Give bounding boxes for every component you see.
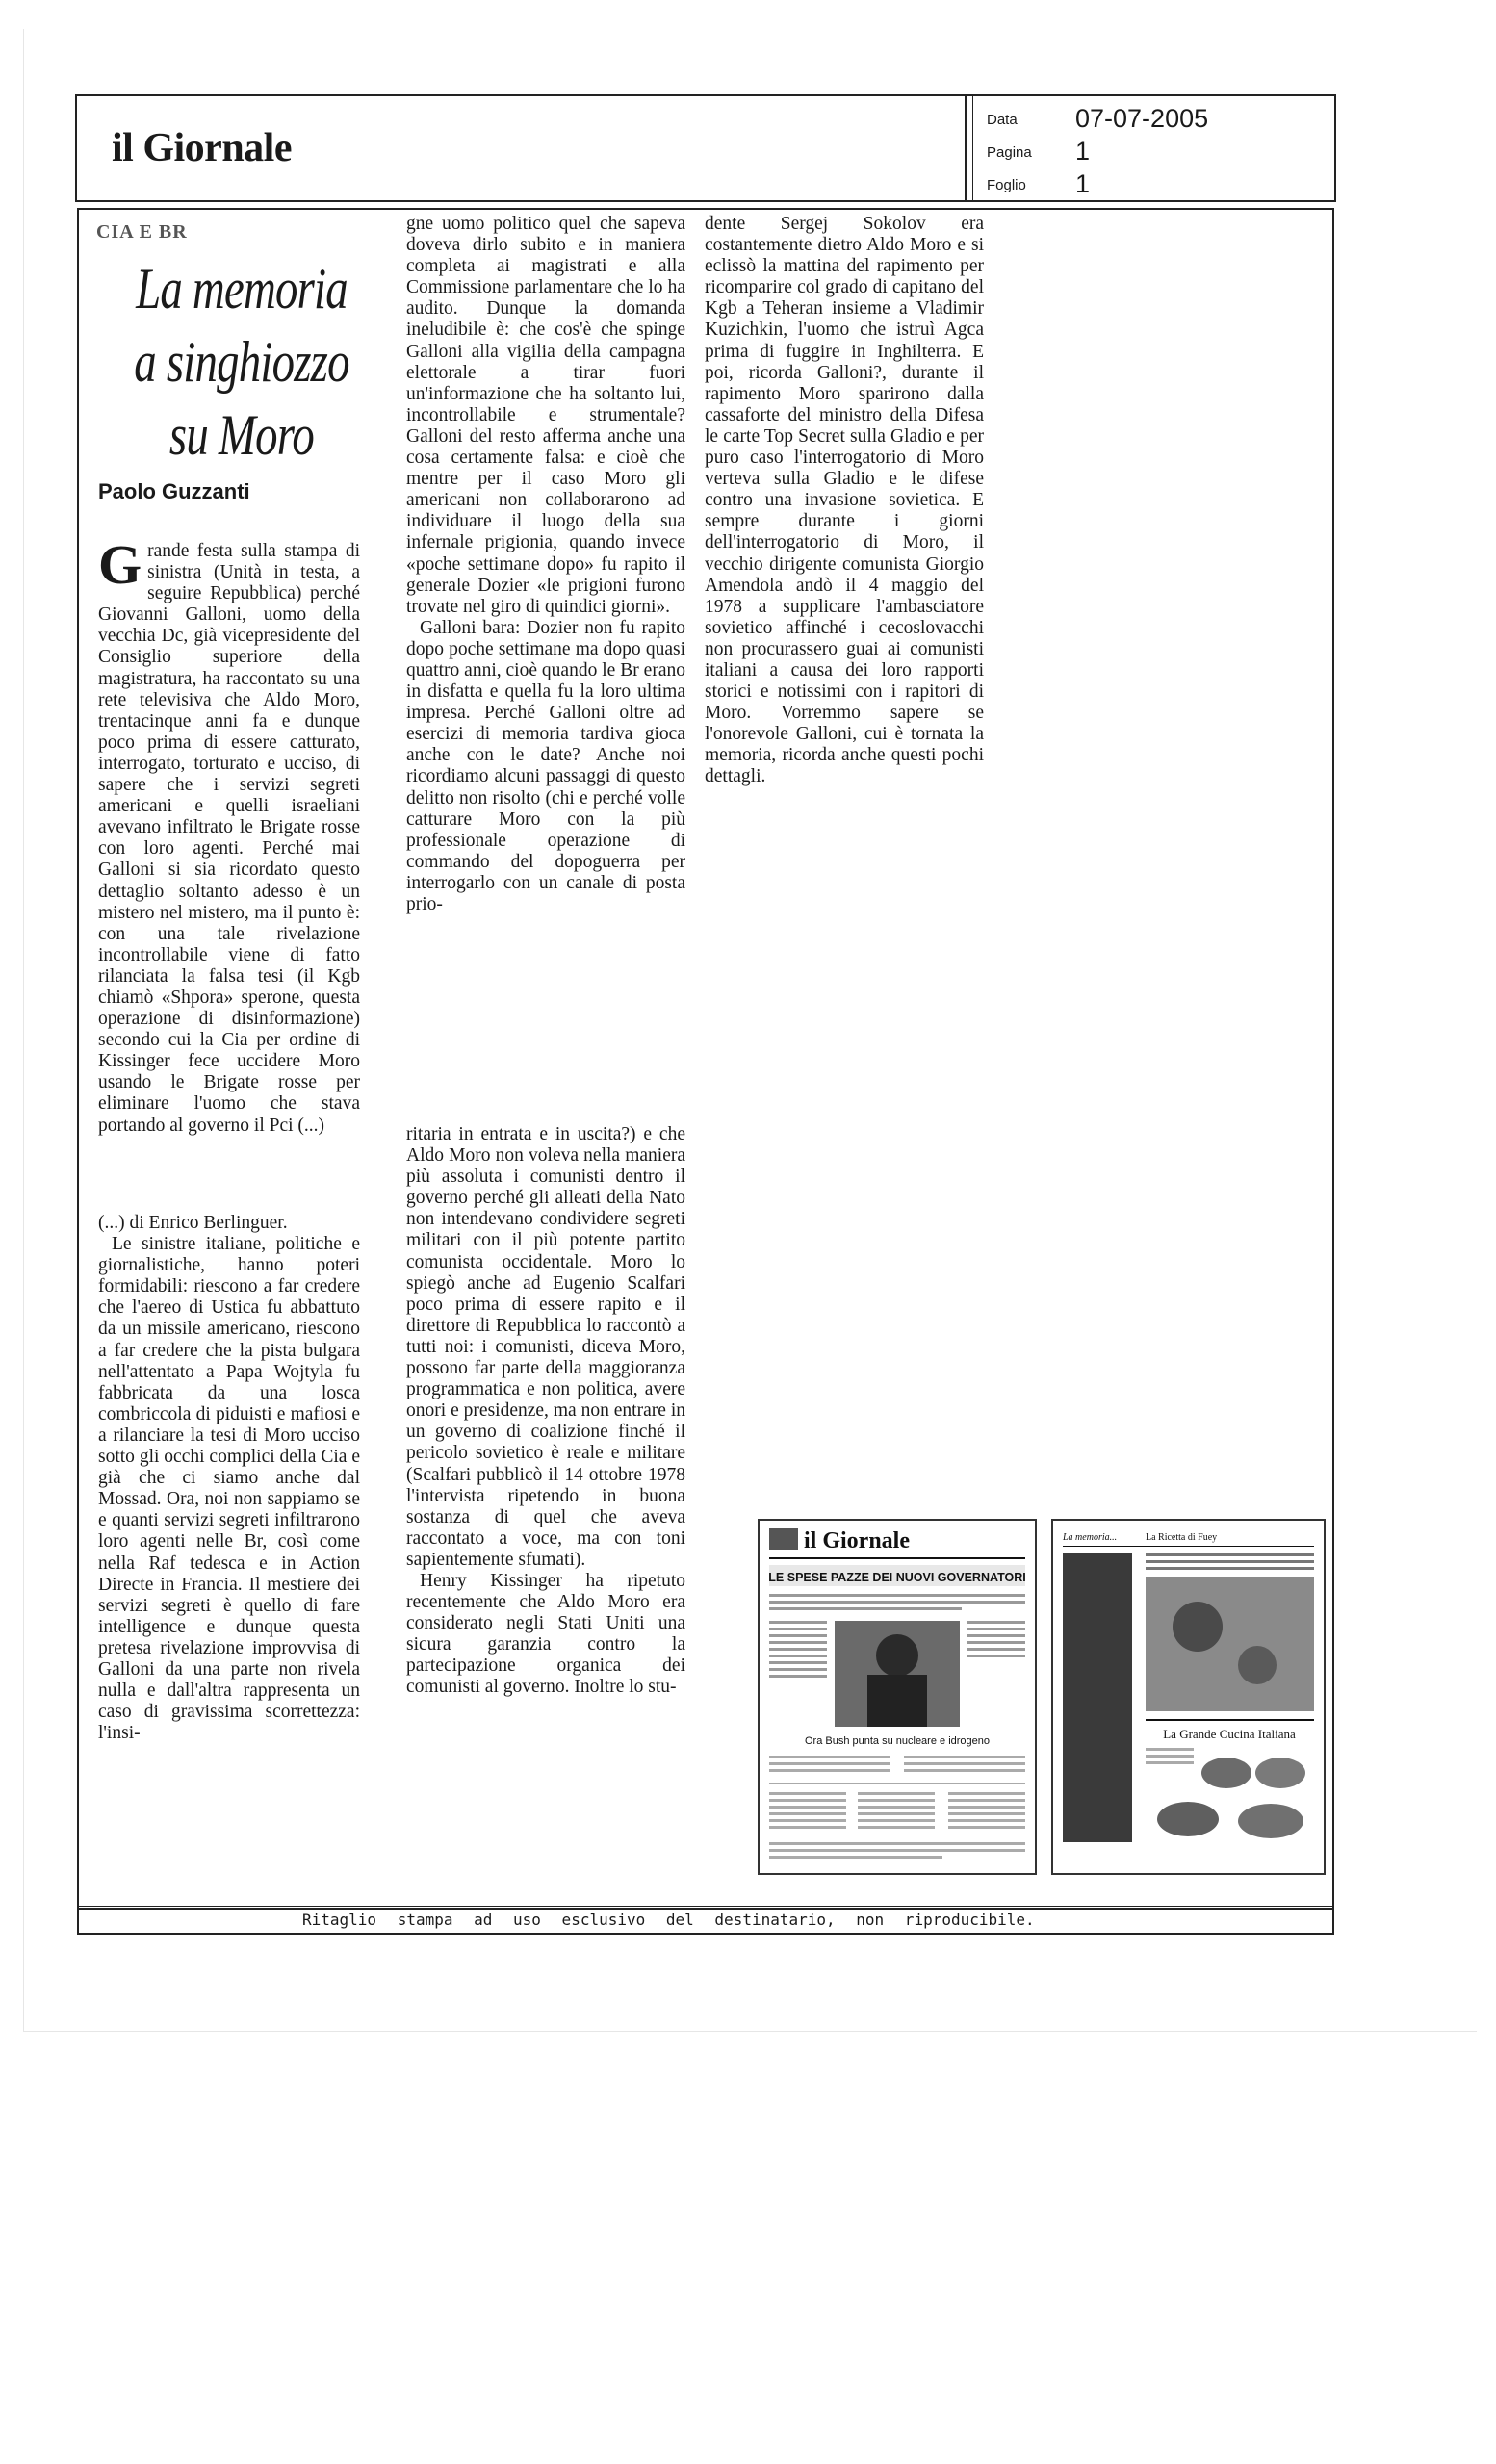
article-column-1-top <box>98 533 360 1137</box>
article-column-1-bottom <box>98 1213 360 1744</box>
scan-edge-bottom <box>23 2031 1477 2032</box>
front-page-thumbnail <box>758 1519 1037 1875</box>
header-divider <box>965 96 967 200</box>
article-paragraph: (...) di Enrico Berlinguer. <box>98 1213 288 1233</box>
thumb-subhead: Ora Bush punta su nucleare e idrogeno <box>804 1735 991 1747</box>
meta-value: 07-07-2005 <box>1075 104 1209 133</box>
article-clipping <box>77 208 1334 1910</box>
article-column-3 <box>705 214 984 788</box>
thumb-feature: La Grande Cucina Italiana <box>1163 1727 1296 1741</box>
article-paragraph: dente Sergej Sokolov era costantemente dietro Aldo Moro e si eclissò la mattina del rapimento per ricomparire col grado di capitano del Kgb a Teheran insieme a Vladimir Kuzichkin, l'uomo che istruì Agca prima di fuggire in Inghilterra. E poi, ricorda Galloni?, durante il rapimento Moro sparirono dalla cassaforte del ministro della Difesa le carte Top Secret sulla Gladio e per puro caso l'interrogatorio di Moro verteva sulla Gladio e le difese contro una invasione sovietica. E sempre durante i giorni dell'interrogatorio di Moro, il vecchio dirigente comunista Giorgio Amendola andò il 4 maggio del 1978 a supplicare l'ambasciatore sovietico affinché i cecoslovacchi non procurassero guai ai comunisti italiani a causa dei loro rapporti storici e notissimi con i rapitori di Moro. Vorremmo sapere se l'onorevole Galloni, cui è tornata la memoria, ricorda anche questi pochi dettagli. <box>705 214 984 787</box>
front-page-preview <box>760 1521 1035 1873</box>
meta-label: Foglio <box>987 177 1026 193</box>
article-byline: Paolo Guzzanti <box>98 479 250 503</box>
paragraph-text: rande festa sulla stampa di sinistra (Unità in testa, a seguire Repubblica) perché Giovanni Galloni, uomo della vecchia Dc, già vicepresidente del Consiglio superiore della magistratura, ha raccontato su una rete televisiva che Aldo Moro, trentacinque anni fa e dunque poco prima di essere catturato, interrogato, torturato e ucciso, di sapere che i servizi segreti americani e quelli israeliani avevano infiltrato le Brigate rosse con loro agenti. Perché mai Galloni si sia ricordato questo dettaglio soltanto adesso è un mistero nel mistero, ma il punto è: con una tale rivelazione incontrollabile viene di fatto rilanciata la falsa tesi (il Kgb chiamò «Shpora» sperone, questa operazione di disinformazione) secondo cui la Cia per ordine di Kissinger fece uccidere Moro usando le Brigate rosse per eliminare l'uomo che stava portando al governo il Pci (...) <box>98 541 360 1136</box>
thumb-right-head: La Ricetta di Fuey <box>1146 1532 1218 1543</box>
drop-cap: G <box>98 533 142 596</box>
inside-page-thumbnail <box>1051 1519 1326 1875</box>
clipping-footer <box>77 1906 1334 1935</box>
clipping-header <box>75 94 1336 202</box>
article-column-2-top <box>406 214 685 915</box>
meta-row-foglio <box>987 167 1333 200</box>
thumb-left-head: La memoria... <box>1063 1532 1118 1543</box>
header-divider-inner <box>972 96 973 200</box>
article-paragraph: Galloni bara: Dozier non fu rapito dopo poche settimane ma dopo quasi quattro anni, cioè quando le Br erano in disfatta e quella fu la loro ultima impresa. Perché Galloni oltre ad esercizi di memoria tardiva gioca anche con le date? Anche noi ricordiamo alcuni passaggi di questo delitto non risolto (chi e perché volle catturare Moro con la più professionale operazione di commando del dopoguerra per interrogarlo con un canale di posta prio- <box>406 617 685 914</box>
reproduction-notice: Ritaglio stampa ad uso esclusivo del destinatario, non riproducibile. <box>302 1911 1035 1929</box>
thumb-banner: LE SPESE PAZZE DEI NUOVI GOVERNATORI <box>768 1571 1026 1584</box>
article-paragraph: Le sinistre italiane, politiche e giornalistiche, hanno poteri formidabili: riescono a far credere che l'aereo di Ustica fu abbattuto da un missile americano, riescono a far credere che la pista bulgara nell'attentato a Papa Wojtyla fu fabbricata da una losca combriccola di piduisti e mafiosi e a rilanciare la tesi di Moro ucciso sotto gli occhi complici della Cia e già che ci siamo anche dal Mossad. Ora, noi non sappiamo se e quanti servizi segreti infiltrarono loro agenti nelle Br, così come nella Raf tedesca e in Action Directe in Francia. Il mestiere dei servizi segreti è quello di fare intelligence e dunque questa pretesa rivelazione improvvisa di Galloni da una parte non rivela nulla e dall'altra rappresenta un caso di gravissima scorrettezza: l'insi- <box>98 1234 360 1744</box>
inside-page-preview <box>1053 1521 1324 1873</box>
meta-value: 1 <box>1075 137 1091 166</box>
meta-row-pagina <box>987 135 1333 167</box>
meta-value: 1 <box>1075 169 1091 198</box>
article-paragraph: gne uomo politico quel che sapeva doveva dirlo subito e in maniera completa ai magistrati e alla Commissione parlamentare che lo ha audito. Dunque la domanda ineludibile è: che cos'è che spinge Galloni alla vigilia della campagna elettorale a tirar fuori un'informazione che ha soltanto lui, incontrollabile e strumentale? Galloni del resto afferma anche una cosa certamente falsa: e cioè che mentre per il caso Moro gli americani non collaborarono ad individuare il luogo della sua infernale prigionia, quando invece «poche settimane dopo» fu rapito il generale Dozier «le prigioni furono trovate nel giro di quindici giorni». <box>406 214 685 617</box>
meta-label: Data <box>987 112 1018 128</box>
meta-row-data <box>987 102 1333 135</box>
article-headline: La memoria a singhiozzo su Moro <box>134 257 349 467</box>
scan-edge-left <box>23 29 24 2031</box>
article-kicker: CIA E BR <box>96 221 188 243</box>
article-paragraph: ritaria in entrata e in uscita?) e che Aldo Moro non voleva nella maniera più assoluta i comunisti dentro il governo perché gli alleati della Nato non intendevano condividere segreti militari con il più potente partito comunista occidentale. Moro lo spiegò anche ad Eugenio Scalfari poco prima di essere rapito e il direttore di Repubblica lo raccontò a tutti noi: i comunisti, diceva Moro, possono far parte della maggioranza programmatica e non politica, avere onori e presidenze, ma non entrare in un governo di coalizione finché il pericolo sovietico è reale e militare (Scalfari pubblicò il 14 ottobre 1978 l'intervista ripetendo in buona sostanza di quel che aveva raccontato a voce, ma con toni sapientemente sfumati). <box>406 1124 685 1570</box>
article-paragraph <box>98 533 360 1137</box>
thumb-masthead: il Giornale <box>804 1528 910 1553</box>
article-paragraph: Henry Kissinger ha ripetuto recentemente che Aldo Moro era considerato negli Stati Uniti una sicura garanzia contro la partecipazione organica dei comunisti al governo. Inoltre lo stu- <box>406 1570 685 1698</box>
article-column-2-bottom <box>406 1124 685 1699</box>
clipping-meta <box>987 102 1333 200</box>
newspaper-brand: il Giornale <box>112 126 292 170</box>
meta-label: Pagina <box>987 144 1032 161</box>
